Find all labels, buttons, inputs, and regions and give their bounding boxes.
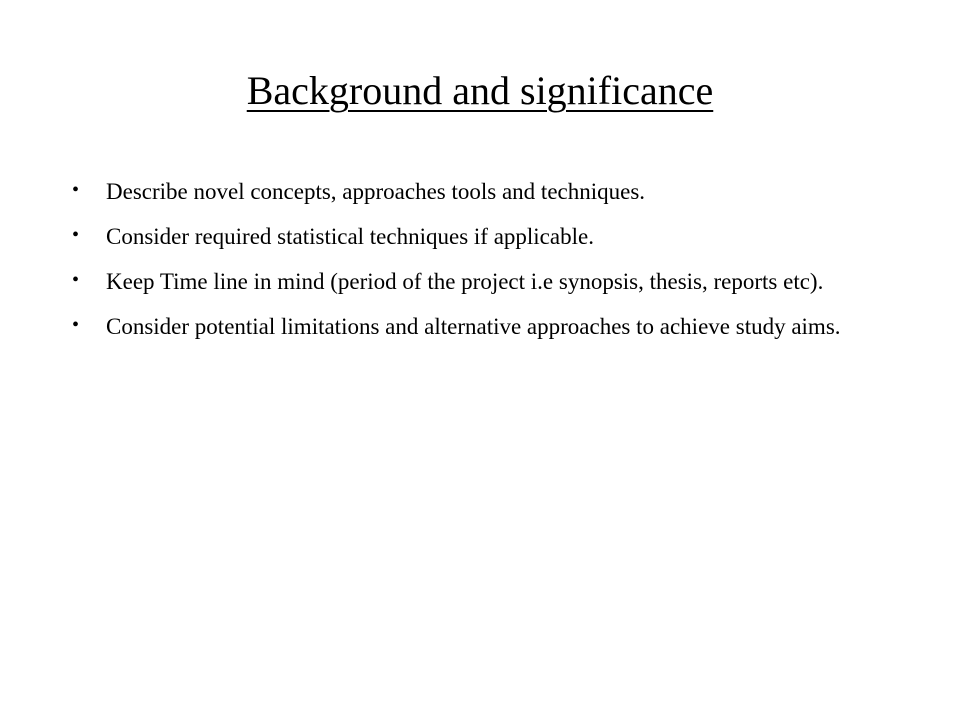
bullet-list [72, 176, 892, 356]
bullet-item [72, 266, 892, 298]
bullet-text: Consider potential limitations and alternative approaches to achieve study aims. [106, 314, 841, 339]
bullet-item [72, 221, 892, 253]
bullet-text: Keep Time line in mind (period of the project i.e synopsis, thesis, reports etc). [106, 269, 824, 294]
bullet-icon: • [72, 269, 80, 291]
bullet-icon: • [72, 224, 80, 246]
bullet-item [72, 176, 892, 208]
slide-title [0, 67, 960, 115]
bullet-text: Describe novel concepts, approaches tools and techniques. [106, 179, 646, 204]
bullet-icon: • [72, 179, 80, 201]
slide-title-text: Background and significance [246, 68, 714, 113]
bullet-item [72, 311, 892, 343]
bullet-text: Consider required statistical techniques if applicable. [106, 224, 594, 249]
bullet-icon: • [72, 314, 80, 336]
